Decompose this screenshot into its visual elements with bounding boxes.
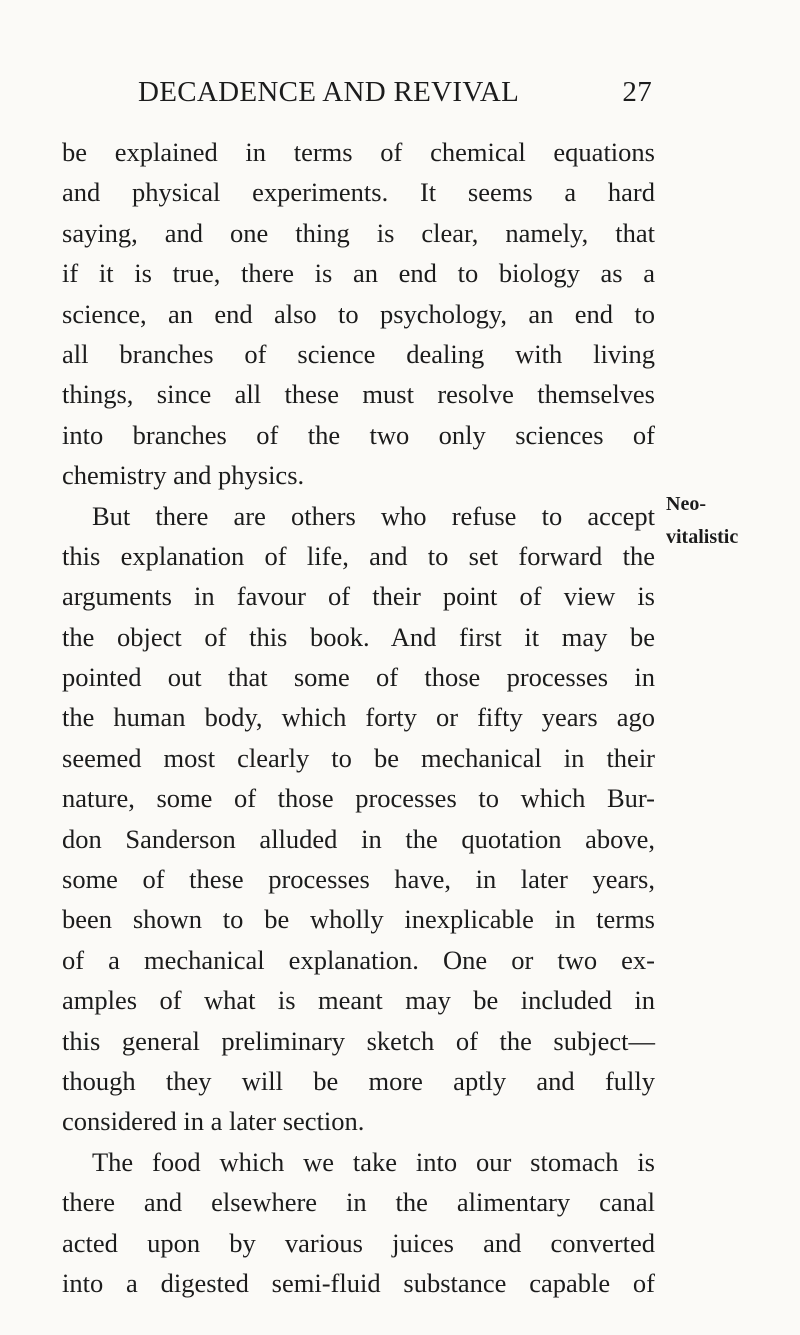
text-line: the human body, which forty or fifty years ago — [62, 702, 655, 733]
text-line: science, an end also to psychology, an end to — [62, 298, 655, 329]
text-line: be explained in terms of chemical equations — [62, 137, 655, 167]
body-text — [62, 132, 655, 1303]
running-head-title: DECADENCE AND REVIVAL — [138, 76, 520, 108]
text-line: this general preliminary sketch of the subject— — [62, 1025, 655, 1056]
text-line: amples of what is meant may be included in — [62, 985, 655, 1016]
marginal-note — [666, 488, 800, 554]
text-line: if it is true, there is an end to biology as a — [62, 258, 655, 289]
text-line: into branches of the two only sciences of — [62, 419, 655, 450]
text-line: pointed out that some of those processes in — [62, 662, 655, 693]
text-line: chemistry and physics. — [62, 460, 305, 491]
text-line: arguments in favour of their point of view is — [62, 581, 655, 612]
text-line: the object of this book. And first it may be — [62, 621, 655, 652]
text-line: this explanation of life, and to set forward the — [62, 540, 655, 571]
text-line: But there are others who refuse to accept — [92, 500, 655, 531]
text-line: into a digested semi-fluid substance capable of — [62, 1267, 655, 1298]
text-line: saying, and one thing is clear, namely, that — [62, 217, 655, 248]
marginal-note-line: vitalistic — [666, 526, 739, 548]
text-line: some of these processes have, in later years, — [62, 864, 655, 895]
text-line: acted upon by various juices and converted — [62, 1227, 655, 1258]
text-line: though they will be more aptly and fully — [62, 1065, 655, 1096]
text-line: of a mechanical explanation. One or two ex- — [62, 944, 655, 975]
text-line: considered in a later section. — [62, 1106, 365, 1137]
text-line: been shown to be wholly inexplicable in terms — [62, 904, 655, 935]
text-line: things, since all these must resolve themselves — [62, 379, 655, 410]
text-line: don Sanderson alluded in the quotation above, — [62, 823, 655, 854]
marginal-note-line: Neo- — [666, 493, 706, 515]
text-line: all branches of science dealing with living — [62, 338, 655, 369]
text-line: there and elsewhere in the alimentary canal — [62, 1187, 655, 1218]
text-line: nature, some of those processes to which Bur- — [62, 783, 655, 814]
text-line: seemed most clearly to be mechanical in their — [62, 742, 655, 773]
running-head — [138, 76, 658, 116]
text-line: The food which we take into our stomach is — [92, 1146, 655, 1177]
page-number: 27 — [622, 76, 652, 108]
text-line: and physical experiments. It seems a hard — [62, 177, 655, 208]
